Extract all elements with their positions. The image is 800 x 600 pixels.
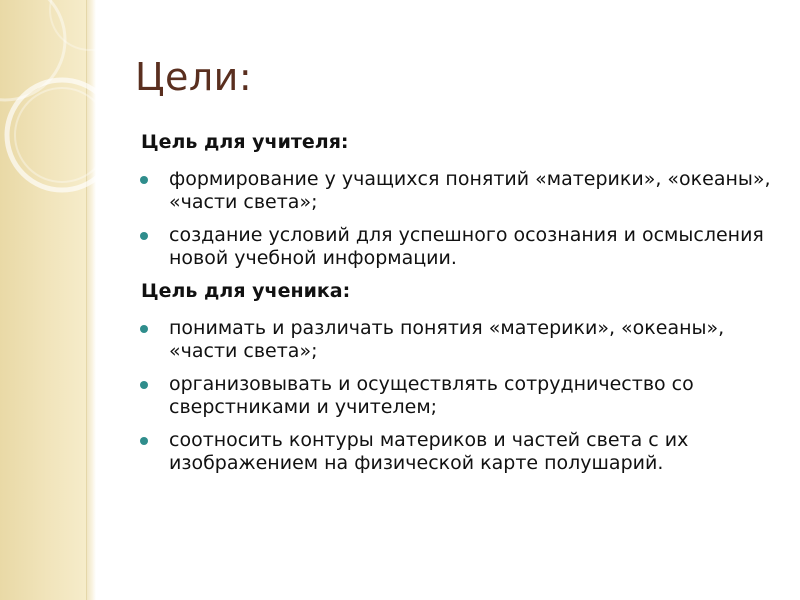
list-item-text: формирование у учащихся понятий «материки», «океаны», «части света»;	[169, 168, 771, 213]
ring-decoration-icon	[0, 0, 120, 600]
list-item	[137, 168, 787, 214]
list-item-text: соотносить контуры материков и частей света с их изображением на физической карте полушарий.	[169, 429, 689, 474]
student-goal-heading: Цель для ученика:	[141, 280, 351, 302]
list-item	[137, 224, 787, 270]
bullet-dot-icon	[140, 325, 148, 333]
list-item-text: создание условий для успешного осознания и осмысления новой учебной информации.	[169, 224, 764, 269]
list-item-text: понимать и различать понятия «материки», «океаны», «части света»;	[169, 317, 725, 362]
bullet-dot-icon	[140, 232, 148, 240]
goals-content	[137, 131, 787, 485]
slide-title: Цели:	[135, 55, 253, 99]
list-item	[137, 373, 787, 419]
teacher-goal-heading: Цель для учителя:	[141, 131, 349, 153]
bullet-dot-icon	[140, 381, 148, 389]
bullet-dot-icon	[140, 176, 148, 184]
bullet-dot-icon	[140, 437, 148, 445]
list-item	[137, 429, 787, 475]
list-item-text: организовывать и осуществлять сотрудничество со сверстниками и учителем;	[169, 373, 694, 418]
list-item	[137, 317, 787, 363]
